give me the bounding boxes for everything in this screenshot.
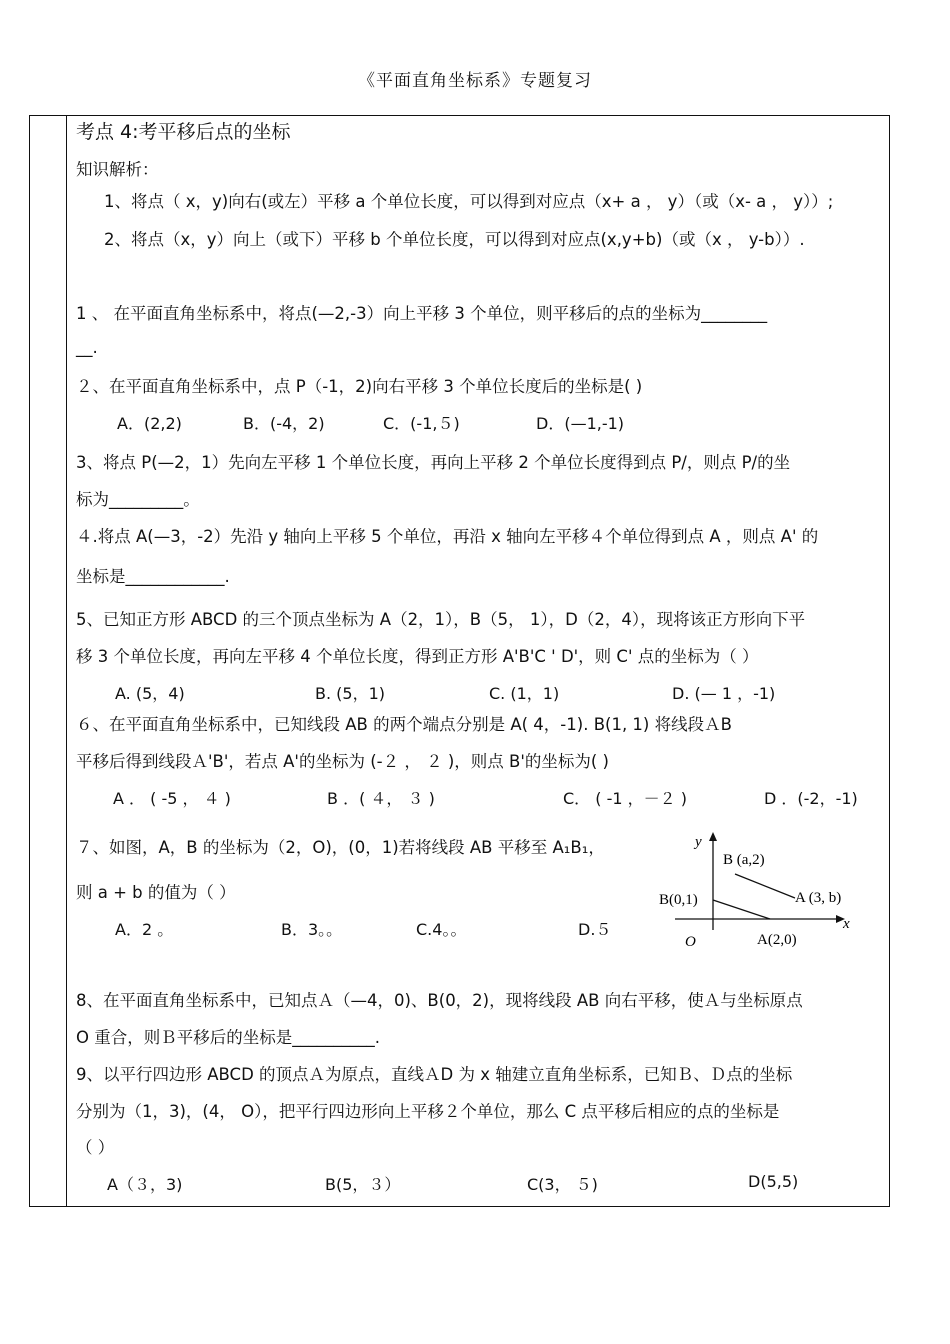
question-5-line-1: 5、已知正方形 ABCD 的三个顶点坐标为 A（2，1），B（5， 1），D（2，4），现将该正方形向下平 <box>76 610 806 629</box>
question-6-option-a: A ． ( -5 ， ４ ) <box>113 789 231 808</box>
question-5-option-a: A. (5，4) <box>115 684 185 703</box>
y-axis-arrow-icon <box>709 832 717 841</box>
question-6-line-2: 平移后得到线段Ａ'B'，若点 A'的坐标为 (-２ ， ２ )，则点 B'的坐标为( ) <box>76 752 609 771</box>
question-9-option-a: A（３，3) <box>107 1175 183 1194</box>
question-2-option-d: D．(—1,-1) <box>536 414 625 433</box>
point-b1-label: B (a,2) <box>723 852 765 868</box>
question-7-coordinate-figure <box>655 830 875 955</box>
segment-ab <box>713 900 770 919</box>
rule-2: 2、将点（x，y）向上（或下）平移 b 个单位长度，可以得到对应点(x,y+b)（或（x ， y-b））. <box>104 230 805 249</box>
question-8-line-2: O 重合，则Ｂ平移后的坐标是__________. <box>76 1028 380 1047</box>
question-6-option-d: D ．(-2，-1) <box>764 789 858 808</box>
table-left-column-divider <box>66 115 67 1207</box>
question-7-line-2: 则 a + b 的值为（ ） <box>76 883 236 902</box>
point-b-label: B(0,1) <box>659 892 698 908</box>
question-9-option-c: C(3， ５) <box>527 1175 598 1194</box>
question-9-option-d: D(5,5) <box>748 1172 799 1191</box>
question-8-line-1: 8、在平面直角坐标系中，已知点Ａ（—4，0)、B(0，2)，现将线段 AB 向右平移，使Ａ与坐标原点 <box>76 991 803 1010</box>
question-6-option-b: B ．( ４， ３ ) <box>327 789 435 808</box>
question-6-option-c: C． ( -1 ，－２ ) <box>563 789 687 808</box>
question-4-line-2: 坐标是____________. <box>76 567 230 586</box>
question-5-option-c: C. (1，1) <box>489 684 560 703</box>
section-title: 考点 4:考平移后点的坐标 <box>76 121 291 143</box>
rule-1: 1、将点（ x，y)向右(或左）平移 a 个单位长度，可以得到对应点（x+ a ， y）（或（x- a ， y））; <box>104 192 834 211</box>
question-2-option-c: C．(-1,５) <box>383 414 460 433</box>
question-7-option-c: C.4。。 <box>416 920 467 939</box>
question-7-line-1: ７、如图，A，B 的坐标为（2，O)，(0，1)若将线段 AB 平移至 A₁B₁， <box>76 838 605 857</box>
question-3-line-2: 标为_________。 <box>76 490 200 509</box>
question-2-option-b: B．(-4，2) <box>243 414 325 433</box>
question-7-option-a: A．2 。 <box>115 920 174 939</box>
question-5-option-b: B. (5，1) <box>315 684 385 703</box>
point-a-label: A(2,0) <box>757 932 797 948</box>
question-1-line-2: __. <box>76 338 98 357</box>
question-5-option-d: D. (— 1 ，-1) <box>672 684 776 703</box>
page-header: 《平面直角坐标系》专题复习 <box>358 71 592 91</box>
origin-label: O <box>685 934 696 950</box>
question-2-option-a: A．(2,2) <box>117 414 182 433</box>
question-3-line-1: 3、将点 P(—2，1）先向左平移 1 个单位长度，再向上平移 2 个单位长度得到点 P/，则点 P/的坐 <box>76 453 791 472</box>
point-a1-label: A (3, b) <box>795 890 842 906</box>
question-6-line-1: ６、在平面直角坐标系中，已知线段 AB 的两个端点分别是 A( 4，-1). B(1, 1) 将线段ＡB <box>76 715 732 734</box>
y-axis-label: y <box>695 834 702 850</box>
question-7-option-d: D.５ <box>578 920 612 939</box>
question-4-line-1: ４.将点 A(—3，-2）先沿 y 轴向上平移 5 个单位，再沿 x 轴向左平移４个单位得到点 A ，则点 A' 的 <box>76 527 819 546</box>
knowledge-label: 知识解析： <box>76 160 159 179</box>
x-axis-label: x <box>843 916 850 932</box>
segment-a1b1 <box>735 874 795 898</box>
question-9-line-2: 分别为（1，3)，(4， O），把平行四边形向上平移２个单位，那么 C 点平移后相应的点的坐标是 <box>76 1102 780 1121</box>
question-9-line-1: 9、以平行四边形 ABCD 的顶点Ａ为原点，直线ＡD 为 x 轴建立直角坐标系，已知Ｂ、Ｄ点的坐标 <box>76 1065 793 1084</box>
question-9-option-b: B(5，３） <box>325 1175 401 1194</box>
question-2-text: ２、在平面直角坐标系中，点 P（-1，2)向右平移 3 个单位长度后的坐标是( ) <box>76 377 643 396</box>
question-7-option-b: B．3。。 <box>281 920 343 939</box>
question-1-line-1: 1 、 在平面直角坐标系中，将点(—2,-3）向上平移 3 个单位，则平移后的点的坐标为________ <box>76 304 768 323</box>
question-9-line-3: （ ） <box>76 1138 115 1157</box>
question-5-line-2: 移 3 个单位长度，再向左平移 4 个单位长度，得到正方形 A'B'C ' D'，则 C' 点的坐标为（ ） <box>76 647 759 666</box>
